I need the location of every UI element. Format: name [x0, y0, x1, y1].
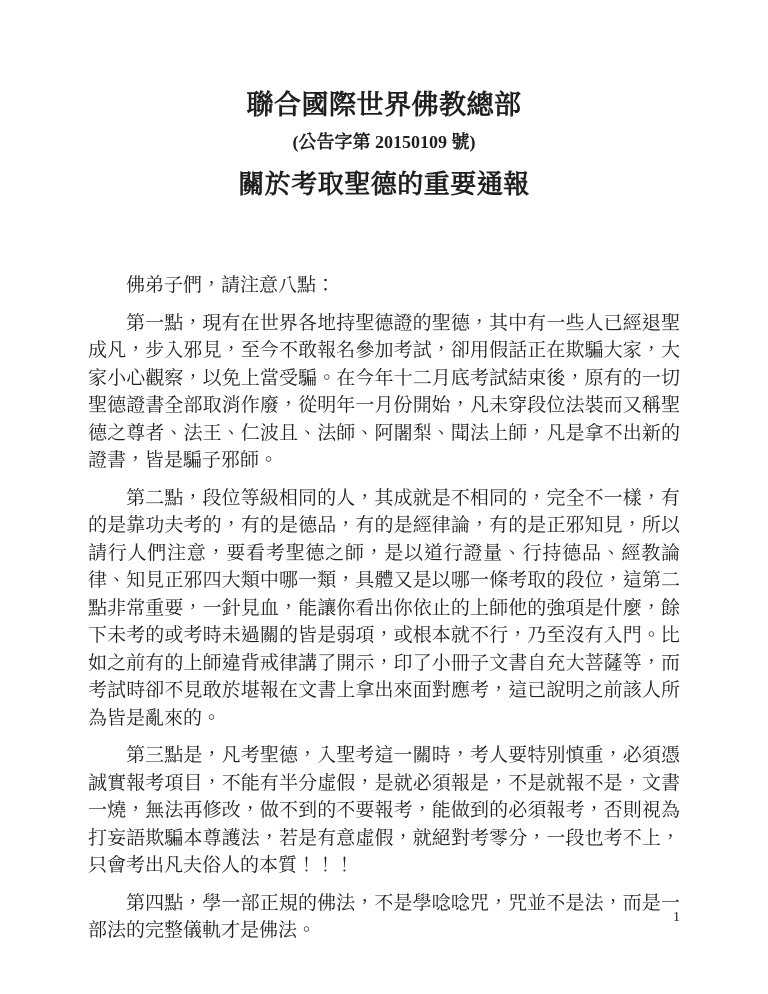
page-number: 1 [673, 910, 680, 925]
paragraph-point-2: 第二點，段位等級相同的人，其成就是不相同的，完全不一樣，有的是靠功夫考的，有的是德品，有的是經律論，有的是正邪知見，所以請行人們注意，要看考聖德之師，是以道行證量、行持德品、經教論律、知見正邪四大類中哪一類，具體又是以哪一條考取的段位，這第二點非常重要，一針見血，能讓你看出你依止的上師他的強項是什麼，餘下未考的或考時未過關的皆是弱項，或根本就不行，乃至沒有入門。比如之前有的上師違背戒律講了開示，印了小冊子文書自充大菩薩等，而考試時卻不見敢於堪報在文書上拿出來面對應考，這已說明之前該人所為皆是亂來的。 [88, 487, 680, 729]
notice-number: (公告字第 20150109 號) [292, 132, 476, 152]
document-subject: 關於考取聖德的重要通報 [238, 170, 530, 199]
document-body [88, 272, 680, 945]
paragraph-intro: 佛弟子們，請注意八點： [126, 275, 336, 296]
paragraph-point-3: 第三點是，凡考聖德，入聖考這一關時，考人要特別慎重，必須憑誠實報考項目，不能有半分虛假，是就必須報是，不是就報不是，文書一燒，無法再修改，做不到的不要報考，能做到的必須報考，否則視為打妄語欺騙本尊護法，若是有意虛假，就絕對考零分，一段也考不上，只會考出凡夫俗人的本質！！！ [88, 745, 680, 876]
paragraph-point-4: 第四點，學一部正規的佛法，不是學唸唸咒，咒並不是法，而是一部法的完整儀軌才是佛法。 [88, 892, 680, 941]
document-title: 聯合國際世界佛教總部 [246, 90, 522, 120]
paragraph-point-1: 第一點，現有在世界各地持聖德證的聖德，其中有一些人已經退聖成凡，步入邪見，至今不敢報名參加考試，卻用假話正在欺騙大家，大家小心觀察，以免上當受騙。在今年十二月底考試結束後，原有的一切聖德證書全部取消作廢，從明年一月份開始，凡未穿段位法裝而又稱聖德之尊者、法王、仁波且、法師、阿闍梨、聞法上師，凡是拿不出新的證書，皆是騙子邪師。 [88, 312, 680, 471]
